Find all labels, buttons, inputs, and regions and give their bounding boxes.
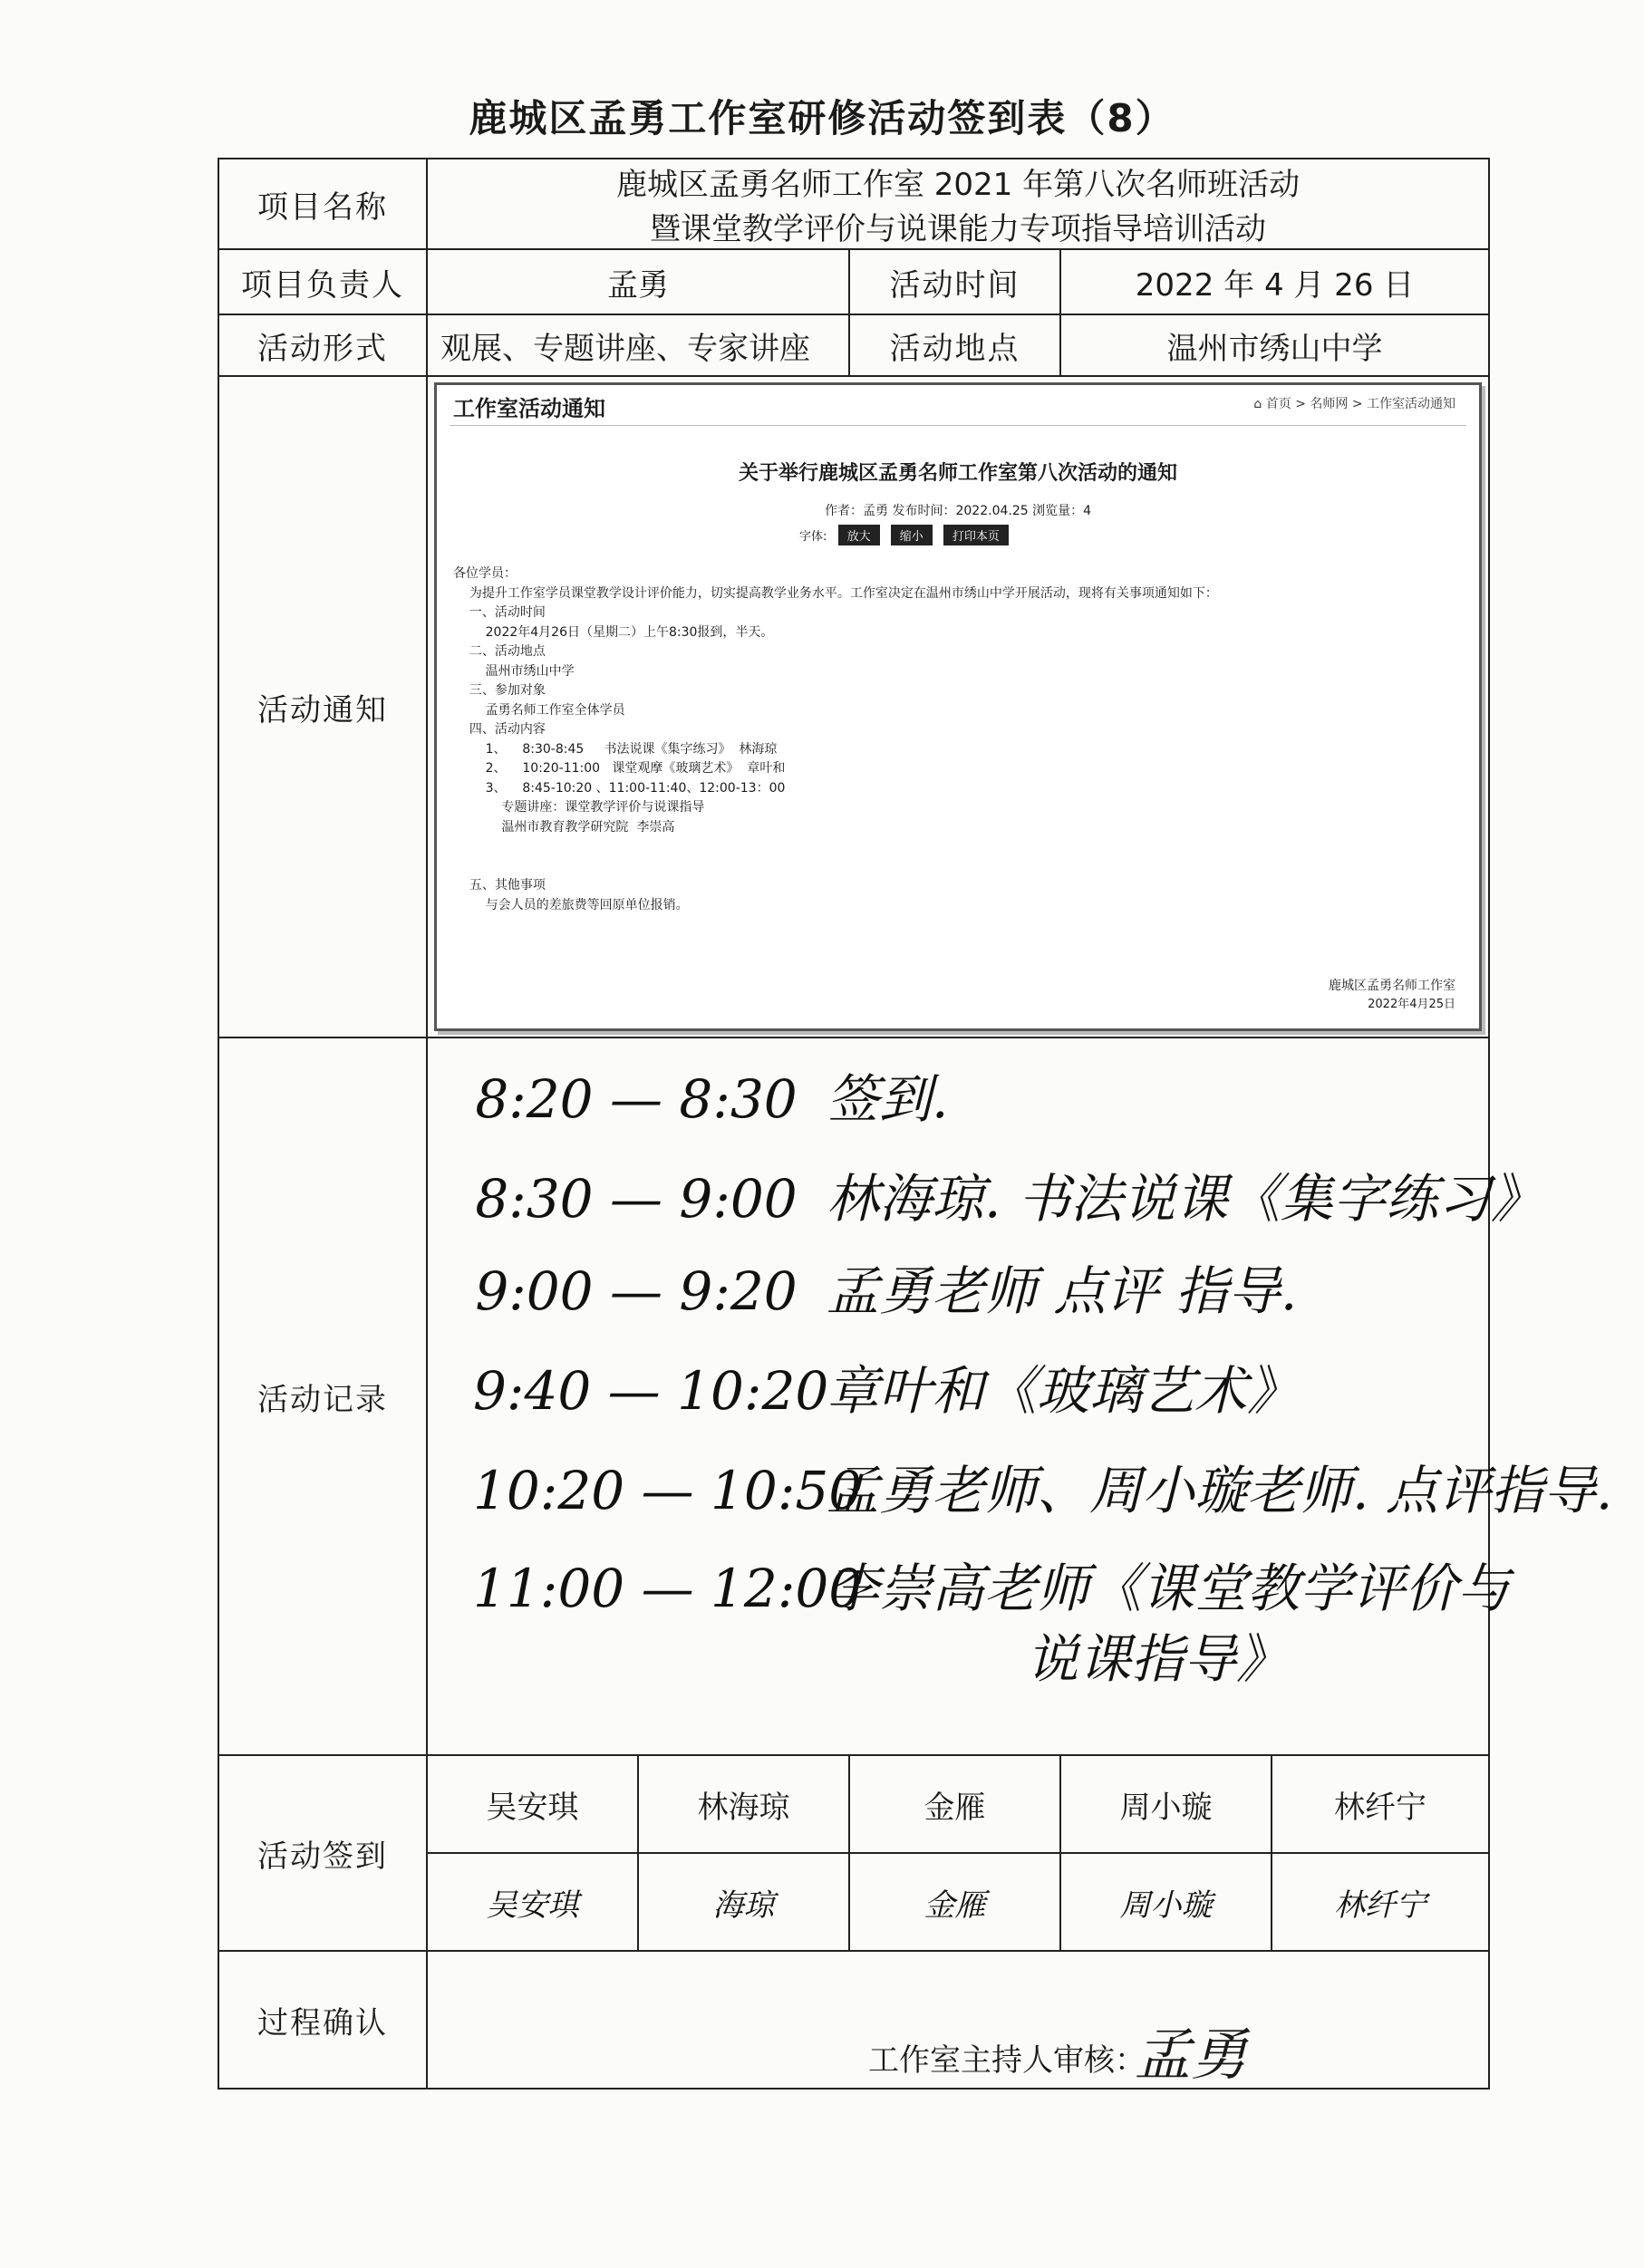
record-content: 签到. bbox=[827, 1068, 949, 1130]
project-name-value bbox=[427, 159, 1489, 249]
enlarge-button: 放大 bbox=[838, 525, 880, 545]
signin-label: 活动签到 bbox=[218, 1755, 427, 1951]
signature: 金雁 bbox=[849, 1853, 1060, 1951]
record-line bbox=[473, 1348, 1300, 1424]
notice-body: 各位学员： 为提升工作室学员课堂教学设计评价能力，切实提高教学业务水平。工作室决定在温州市绣山中学开展活动，现将有关事项通知如下： 一、活动时间 2022年4月26日（星期二）上午8:30报到，半天。 二、活动地点 温州市绣山中学 三、参加对象 孟勇名师工作室全体学员 四、活动内容 1、 8:30-8:45 书法说课《集字练习》 林海琼 2、 10:20-11:00 课堂观摩《玻璃艺术》 章叶和 3、 8:45-10:20 、11:00-11:40、12:00-13：00 专题讲座：课堂教学评价与说课指导 温州市教育教学研究院 李崇高 五、其他事项 与会人员的差旅费等回原单位报销。 bbox=[453, 566, 1218, 912]
confirm-label: 过程确认 bbox=[218, 1951, 427, 2089]
notice-cell bbox=[427, 376, 1489, 1037]
record-cell bbox=[427, 1037, 1613, 1755]
notice-screenshot bbox=[434, 382, 1482, 1031]
notice-sign-date: 2022年4月25日 bbox=[1368, 998, 1456, 1011]
host-signature: 孟勇 bbox=[1135, 2022, 1248, 2088]
notice-header: 工作室活动通知 bbox=[453, 396, 606, 421]
signature: 吴安琪 bbox=[427, 1853, 638, 1951]
record-line bbox=[473, 1546, 1510, 1622]
signin-name: 周小璇 bbox=[1060, 1755, 1272, 1853]
shrink-button: 缩小 bbox=[891, 525, 933, 545]
notice-font-bar bbox=[799, 525, 1009, 545]
signin-name: 林海琼 bbox=[638, 1755, 849, 1853]
notice-meta: 作者：孟勇 发布时间：2022.04.25 浏览量：4 bbox=[825, 504, 1092, 518]
record-time: 8:30 — 9:00 bbox=[475, 1168, 798, 1230]
record-line bbox=[1026, 1617, 1289, 1693]
record-content: 李崇高老师《课堂教学评价与 bbox=[827, 1558, 1511, 1619]
record-line bbox=[473, 1057, 948, 1133]
print-button: 打印本页 bbox=[943, 525, 1009, 545]
signin-name: 吴安琪 bbox=[427, 1755, 638, 1853]
place-label: 活动地点 bbox=[849, 314, 1060, 376]
confirm-cell bbox=[427, 1951, 1489, 2089]
time-value: 2022 年 4 月 26 日 bbox=[1060, 249, 1489, 314]
signature: 周小璇 bbox=[1060, 1853, 1272, 1951]
notice-label: 活动通知 bbox=[218, 376, 427, 1037]
signin-form-table bbox=[218, 158, 1613, 2089]
record-time: 8:20 — 8:30 bbox=[475, 1068, 798, 1130]
notice-breadcrumb: ⌂ 首页 > 名师网 > 工作室活动通知 bbox=[1253, 397, 1456, 411]
record-content: 说课指导》 bbox=[1026, 1628, 1290, 1690]
leader-label: 项目负责人 bbox=[218, 249, 427, 314]
record-content: 林海琼. 书法说课《集字练习》 bbox=[827, 1168, 1543, 1230]
signature: 林纤宁 bbox=[1272, 1853, 1489, 1951]
record-line bbox=[473, 1448, 1612, 1524]
record-content: 孟勇老师、周小璇老师. 点评指导. bbox=[827, 1460, 1613, 1521]
record-time: 9:00 — 9:20 bbox=[475, 1260, 798, 1322]
notice-divider bbox=[450, 425, 1466, 426]
signin-name: 林纤宁 bbox=[1272, 1755, 1489, 1853]
font-label: 字体: bbox=[799, 530, 827, 544]
notice-sign-org: 鹿城区孟勇名师工作室 bbox=[1329, 979, 1456, 993]
project-name-line2: 暨课堂教学评价与说课能力专项指导培训活动 bbox=[650, 211, 1267, 247]
host-review-label: 工作室主持人审核： bbox=[868, 2042, 1146, 2079]
leader-value: 孟勇 bbox=[427, 249, 849, 314]
record-content: 章叶和《玻璃艺术》 bbox=[827, 1360, 1301, 1422]
signin-name: 金雁 bbox=[849, 1755, 1060, 1853]
signature: 海琼 bbox=[638, 1853, 849, 1951]
project-name-line1: 鹿城区孟勇名师工作室 2021 年第八次名师班活动 bbox=[615, 167, 1301, 203]
document-title: 鹿城区孟勇工作室研修活动签到表（8） bbox=[469, 96, 1175, 140]
format-value: 观展、专题讲座、专家讲座 bbox=[427, 314, 849, 376]
record-time: 9:40 — 10:20 bbox=[473, 1360, 829, 1422]
record-content: 孟勇老师 点评 指导. bbox=[827, 1260, 1298, 1322]
record-line bbox=[473, 1249, 1297, 1325]
record-label: 活动记录 bbox=[218, 1037, 427, 1755]
place-value: 温州市绣山中学 bbox=[1060, 314, 1489, 376]
project-name-label: 项目名称 bbox=[218, 159, 427, 249]
format-label: 活动形式 bbox=[218, 314, 427, 376]
record-time: 11:00 — 12:00 bbox=[473, 1558, 863, 1619]
time-label: 活动时间 bbox=[849, 249, 1060, 314]
record-time: 10:20 — 10:50 bbox=[473, 1460, 863, 1521]
notice-title: 关于举行鹿城区孟勇名师工作室第八次活动的通知 bbox=[739, 462, 1178, 485]
record-line bbox=[473, 1156, 1543, 1232]
